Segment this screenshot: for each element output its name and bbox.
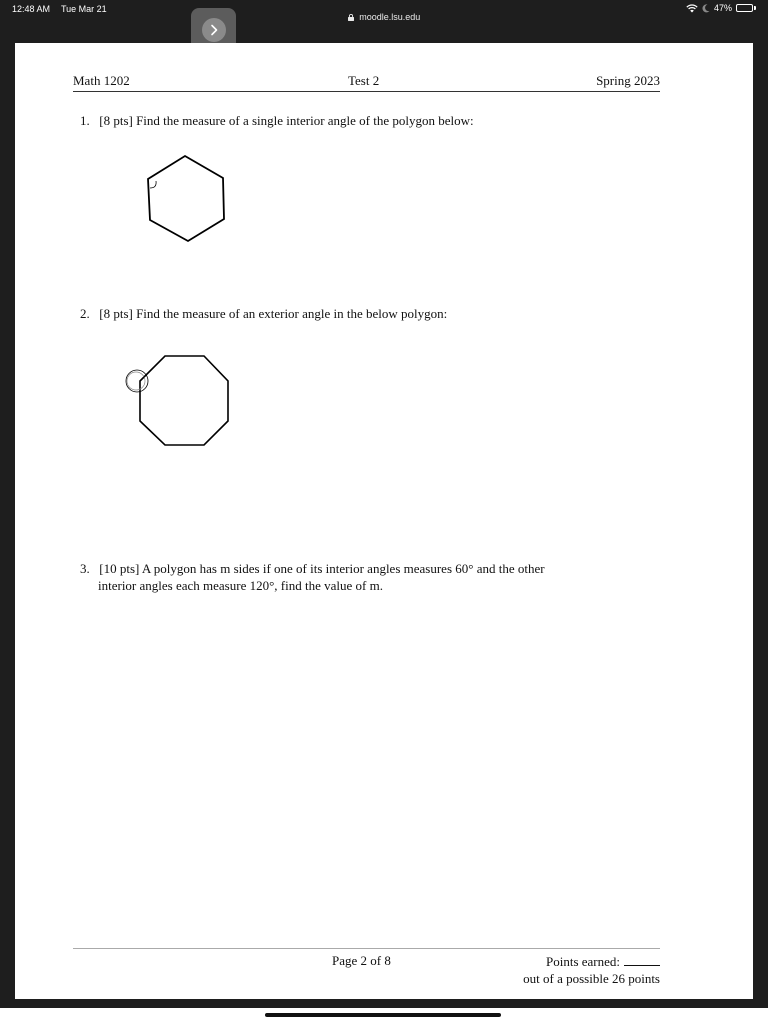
header-rule [73,91,660,92]
question-text: [8 pts] Find the measure of a single interior angle of the polygon below: [99,113,474,128]
question-text: [8 pts] Find the measure of an exterior angle in the below polygon: [99,306,448,321]
question-text: [10 pts] A polygon has m sides if one of its interior angles measures 60° and the other [99,561,545,576]
footer-rule [73,948,660,949]
question-2 [80,305,447,322]
home-indicator[interactable] [265,1013,501,1017]
url-text: moodle.lsu.edu [359,12,421,22]
header-course: Math 1202 [73,73,130,88]
hexagon-figure [140,150,230,245]
url-bar[interactable] [0,12,768,22]
header-test: Test 2 [348,73,380,88]
document-page[interactable] [15,43,753,999]
status-time: 12:48 AM [12,4,51,14]
points-blank [624,955,660,966]
battery-percentage: 47% [713,3,732,13]
points-earned-label: Points earned: [545,954,620,969]
lock-icon [348,14,354,21]
points-possible: out of a possible 26 points [523,971,660,986]
octagon-figure [120,349,235,449]
question-1 [80,112,474,129]
battery-icon [736,4,756,12]
question-number: 1. [80,113,90,128]
document-header [73,73,660,93]
question-number: 3. [80,561,90,576]
forward-icon [202,18,226,42]
status-date: Tue Mar 21 [61,4,107,14]
question-number: 2. [80,306,90,321]
footer-points [523,953,660,987]
question-3 [80,560,545,594]
question-text-continued: interior angles each measure 120°, find the value of m. [98,578,383,593]
footer-page-number: Page 2 of 8 [332,953,391,968]
header-term: Spring 2023 [596,73,660,88]
